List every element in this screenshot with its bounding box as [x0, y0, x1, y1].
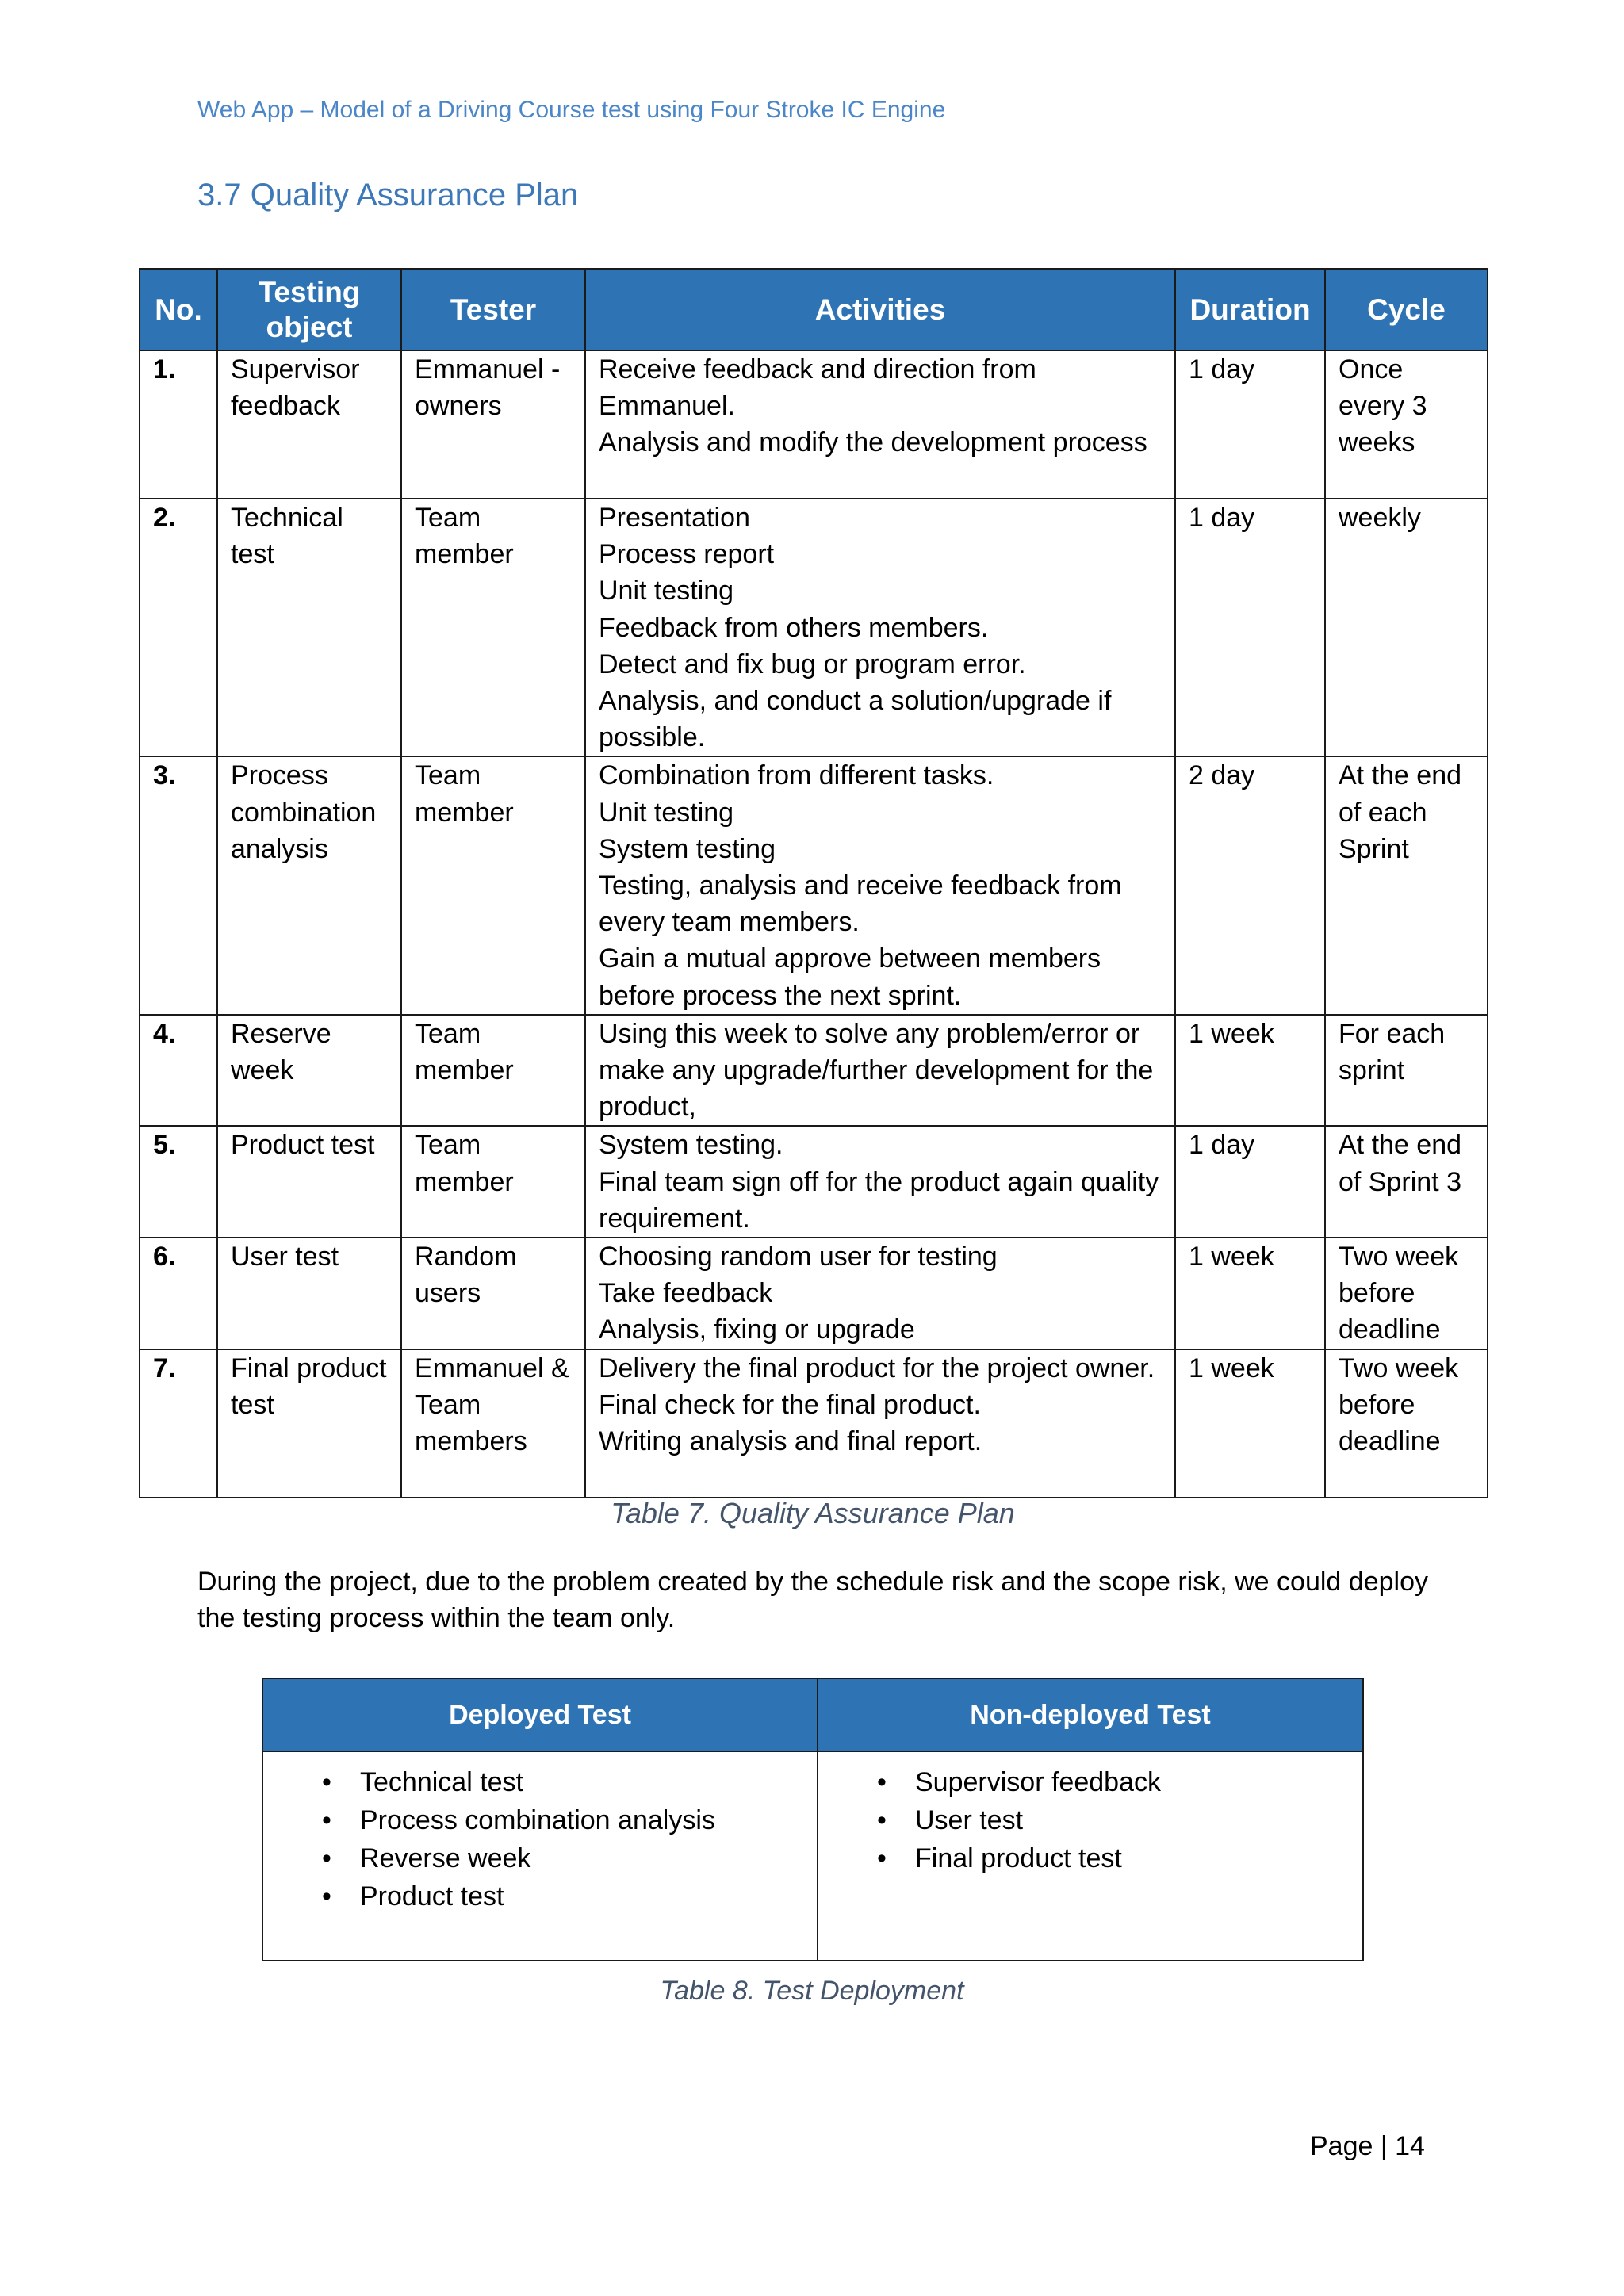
cycle-cell: At the end of each Sprint — [1325, 756, 1488, 1014]
activities-cell — [585, 756, 1175, 1014]
cycle-cell: weekly — [1325, 499, 1488, 756]
col-header-non-deployed: Non-deployed Test — [818, 1678, 1363, 1751]
row-number: 7. — [140, 1349, 217, 1498]
duration-cell: 1 week — [1175, 1015, 1325, 1127]
activity-line: System testing — [599, 833, 776, 864]
body-paragraph: During the project, due to the problem created by the schedule risk and the scope risk, we could deploy the testing process within the team only. — [197, 1567, 1428, 1633]
non-deployed-list — [818, 1763, 1362, 1877]
cycle-cell: Two week before deadline — [1325, 1238, 1488, 1349]
activity-line: Feedback from others members. — [599, 612, 989, 643]
test-deployment-table — [262, 1678, 1364, 1961]
table-row — [140, 350, 1488, 499]
activity-line: Combination from different tasks. — [599, 760, 994, 791]
table-row — [140, 1238, 1488, 1349]
table-row — [262, 1751, 1363, 1961]
tester-cell: Random users — [401, 1238, 585, 1349]
col-header-testing-object: Testing object — [217, 269, 401, 350]
list-item: • Reverse week — [311, 1839, 817, 1877]
running-header: Web App – Model of a Driving Course test using Four Stroke IC Engine — [197, 97, 946, 123]
table-header-row — [262, 1678, 1363, 1751]
activity-line: Using this week to solve any problem/error or make any upgrade/further development for the product, — [599, 1018, 1154, 1123]
col-header-deployed: Deployed Test — [262, 1678, 818, 1751]
activities-cell — [585, 1238, 1175, 1349]
row-number: 5. — [140, 1126, 217, 1238]
non-deployed-cell — [818, 1751, 1363, 1961]
page-number: Page | 14 — [1310, 2131, 1425, 2161]
duration-cell: 1 day — [1175, 350, 1325, 499]
col-header-tester: Tester — [401, 269, 585, 350]
table-caption: Table 8. Test Deployment — [660, 1976, 964, 2006]
tester-cell: Team member — [401, 499, 585, 756]
activity-line: Delivery the final product for the project owner. — [599, 1353, 1155, 1383]
activity-line: Analysis and modify the development process — [599, 427, 1147, 458]
col-header-duration: Duration — [1175, 269, 1325, 350]
activity-line: Testing, analysis and receive feedback from every team members. — [599, 871, 1122, 938]
activity-line: System testing. — [599, 1130, 783, 1161]
list-item: • Process combination analysis — [311, 1801, 817, 1839]
list-item: • User test — [866, 1801, 1362, 1839]
activity-line: Final check for the final product. — [599, 1389, 981, 1420]
activities-cell — [585, 350, 1175, 499]
activity-line: Choosing random user for testing — [599, 1242, 998, 1272]
row-number: 3. — [140, 756, 217, 1014]
row-number: 6. — [140, 1238, 217, 1349]
row-number: 2. — [140, 499, 217, 756]
list-item: • Technical test — [311, 1763, 817, 1801]
table-row — [140, 1015, 1488, 1127]
list-item: • Product test — [311, 1877, 817, 1915]
duration-cell: 1 week — [1175, 1349, 1325, 1498]
row-number: 1. — [140, 350, 217, 499]
tester-cell: Team member — [401, 1126, 585, 1238]
activities-cell — [585, 1349, 1175, 1498]
tester-cell: Emmanuel - owners — [401, 350, 585, 499]
col-header-activities: Activities — [585, 269, 1175, 350]
activity-line: Analysis, fixing or upgrade — [599, 1314, 915, 1345]
table-row — [140, 1126, 1488, 1238]
quality-assurance-table — [139, 268, 1488, 1498]
table-row — [140, 1349, 1488, 1498]
duration-cell: 1 week — [1175, 1238, 1325, 1349]
testing-object-cell: Reserve week — [217, 1015, 401, 1127]
duration-cell: 2 day — [1175, 756, 1325, 1014]
tester-cell: Emmanuel & Team members — [401, 1349, 585, 1498]
testing-object-cell: Process combination analysis — [217, 756, 401, 1014]
col-header-cycle: Cycle — [1325, 269, 1488, 350]
section-title: 3.7 Quality Assurance Plan — [197, 178, 579, 212]
list-item: • Supervisor feedback — [866, 1763, 1362, 1801]
activity-line: Unit testing — [599, 797, 734, 828]
activity-line: Analysis, and conduct a solution/upgrade if possible. — [599, 686, 1112, 753]
activity-line: Final team sign off for the product again quality requirement. — [599, 1166, 1159, 1234]
testing-object-cell: User test — [217, 1238, 401, 1349]
table-row — [140, 499, 1488, 756]
deployed-list — [263, 1763, 817, 1915]
activity-line: Detect and fix bug or program error. — [599, 649, 1026, 679]
tester-cell: Team member — [401, 756, 585, 1014]
cycle-cell: At the end of Sprint 3 — [1325, 1126, 1488, 1238]
activity-line: Writing analysis and final report. — [599, 1426, 982, 1457]
activities-cell — [585, 1015, 1175, 1127]
table-header-row — [140, 269, 1488, 350]
list-item: • Final product test — [866, 1839, 1362, 1877]
activity-line: Take feedback — [599, 1278, 773, 1309]
duration-cell: 1 day — [1175, 499, 1325, 756]
testing-object-cell: Product test — [217, 1126, 401, 1238]
row-number: 4. — [140, 1015, 217, 1127]
table-row — [140, 756, 1488, 1014]
deployed-cell — [262, 1751, 818, 1961]
activity-line: Unit testing — [599, 576, 734, 607]
testing-object-cell: Supervisor feedback — [217, 350, 401, 499]
cycle-cell: Two week before deadline — [1325, 1349, 1488, 1498]
tester-cell: Team member — [401, 1015, 585, 1127]
activities-cell — [585, 499, 1175, 756]
col-header-no: No. — [140, 269, 217, 350]
cycle-cell: Once every 3 weeks — [1325, 350, 1488, 499]
activity-line: Receive feedback and direction from Emmanuel. — [599, 354, 1036, 422]
testing-object-cell: Technical test — [217, 499, 401, 756]
activity-line: Process report — [599, 539, 775, 570]
cycle-cell: For each sprint — [1325, 1015, 1488, 1127]
duration-cell: 1 day — [1175, 1126, 1325, 1238]
testing-object-cell: Final product test — [217, 1349, 401, 1498]
activity-line: Gain a mutual approve between members before process the next sprint. — [599, 943, 1101, 1011]
table-caption: Table 7. Quality Assurance Plan — [611, 1497, 1015, 1529]
activities-cell — [585, 1126, 1175, 1238]
activity-line: Presentation — [599, 503, 750, 533]
